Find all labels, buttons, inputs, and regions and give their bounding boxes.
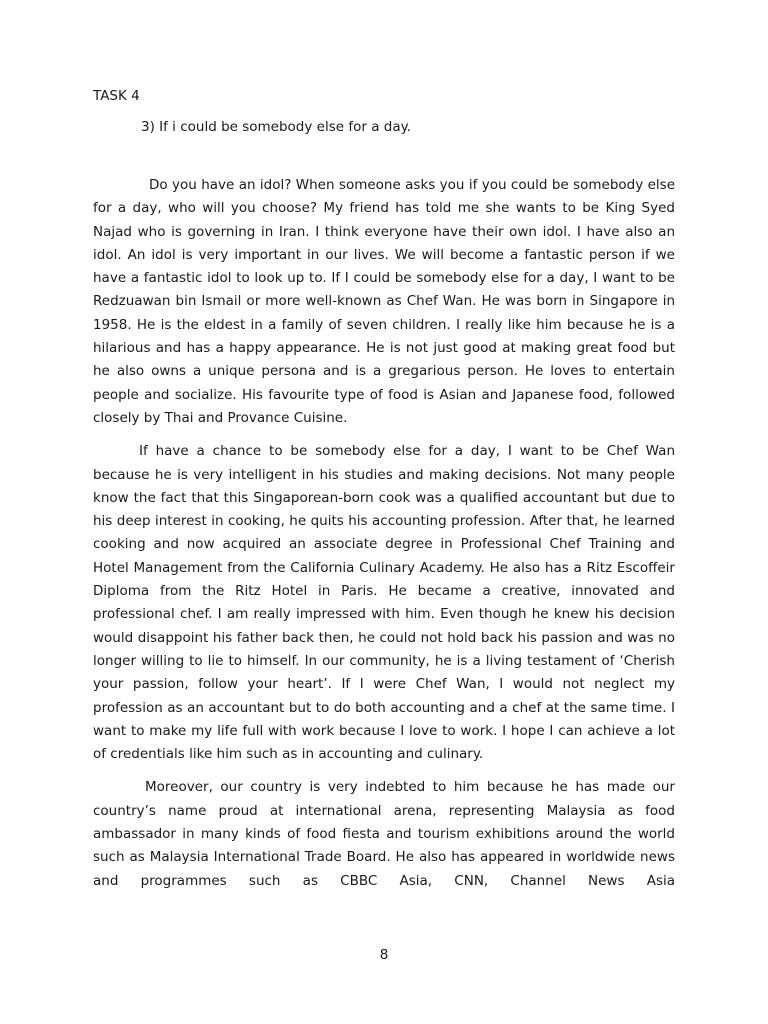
page-number: 8 (379, 947, 389, 963)
paragraph-3: Moreover, our country is very indebted to him because he has made our country’s name proud at international arena, representing Malaysia as food ambassador in many kinds of food fiesta and tourism exhibitions around the world such as Malaysia International Trade Board. He also has appeared in worldwide news and programmes such as CBBC Asia, CNN, Channel News Asia (93, 779, 675, 889)
paragraph-1: Do you have an idol? When someone asks you if you could be somebody else for a day, who will you choose? My friend has told me she wants to be King Syed Najad who is governing in Iran. I think everyone have their own idol. I have also an idol. An idol is very important in our lives. We will become a fantastic person if we have a fantastic idol to look up to. If I could be somebody else for a day, I want to be Redzuawan bin Ismail or more well-known as Chef Wan. He was born in Singapore in 1958. He is the eldest in a family of seven children. I really like him because he is a hilarious and has a happy appearance. He is not just good at making great food but he also owns a unique persona and is a gregarious person. He loves to entertain people and socialize. His favourite type of food is Asian and Japanese food, followed closely by Thai and Provance Cuisine. (93, 177, 675, 426)
essay-body (93, 174, 675, 903)
task-heading: TASK 4 (93, 88, 140, 104)
paragraph-2: If have a chance to be somebody else for a day, I want to be Chef Wan because he is very intelligent in his studies and making decisions. Not many people know the fact that this Singaporean-born cook was a qualified accountant but due to his deep interest in cooking, he quits his accounting profession. After that, he learned cooking and now acquired an associate degree in Professional Chef Training and Hotel Management from the California Culinary Academy. He also has a Ritz Escoffeir Diploma from the Ritz Hotel in Paris. He became a creative, innovated and professional chef. I am really impressed with him. Even though he knew his decision would disappoint his father back then, he could not hold back his passion and was no longer willing to lie to himself. In our community, he is a living testament of ‘Cherish your passion, follow your heart’. If I were Chef Wan, I would not neglect my profession as an accountant but to do both accounting and a chef at the same time. I want to make my life full with work because I love to work. I hope I can achieve a lot of credentials like him such as in accounting and culinary. (93, 443, 675, 763)
essay-question: 3) If i could be somebody else for a day. (141, 119, 411, 135)
